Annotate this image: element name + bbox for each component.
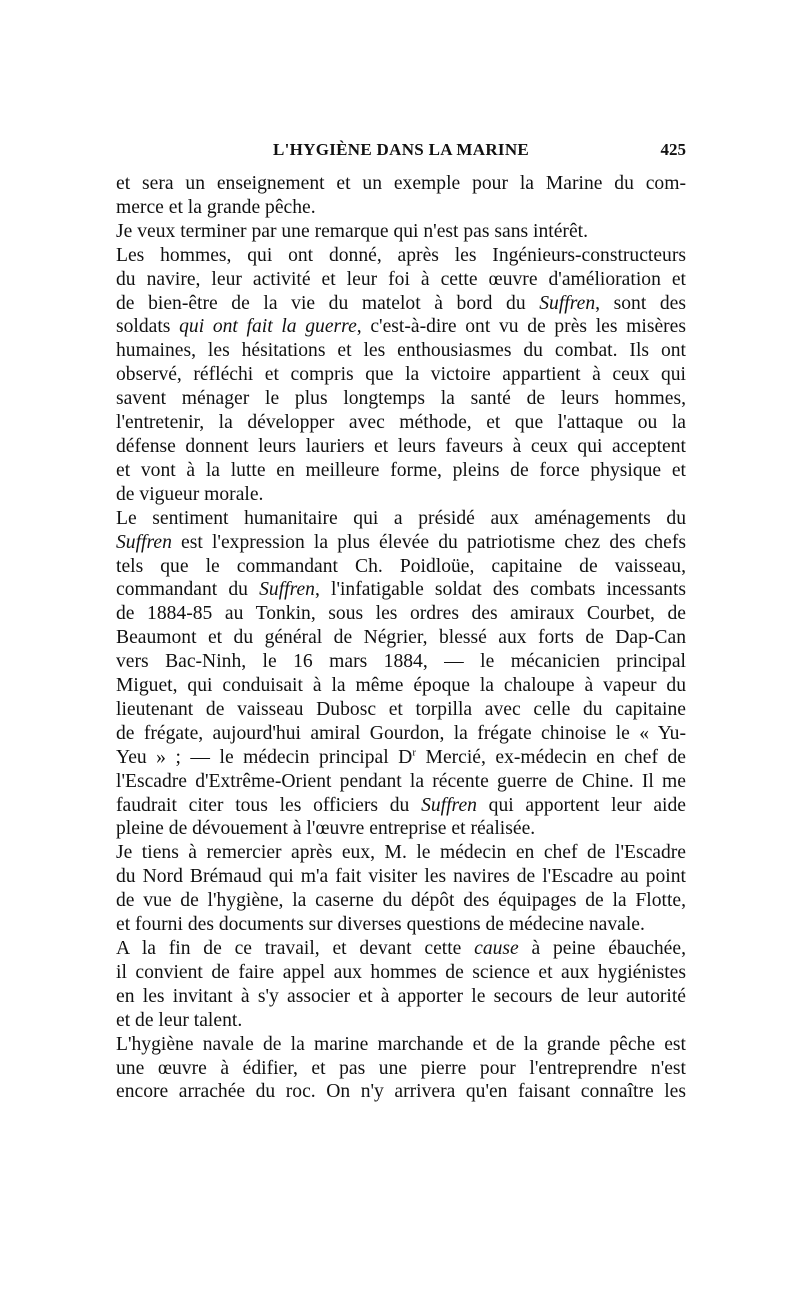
emphasis: qui ont fait la guerre: [179, 316, 357, 338]
text-line: humaines, les hésitations et les enthousiasmes du combat. Ils ont: [116, 340, 686, 362]
ship-name: Suffren: [421, 794, 477, 816]
text-line: en les invitant à s'y associer et à apporter le secours de leur autorité: [116, 985, 686, 1007]
ship-name: Suffren: [539, 292, 596, 314]
running-header: [116, 140, 686, 164]
text-line: de vue de l'hygiène, la caserne du dépôt des équipages de la Flotte,: [116, 890, 686, 912]
text-line: soldats qui ont fait la guerre, c'est-à-dire ont vu de près les misères: [116, 316, 686, 338]
emphasis: cause: [474, 938, 519, 959]
text-line: de vigueur morale.: [116, 483, 264, 505]
text-line: Miguet, qui conduisait à la même époque la chaloupe à vapeur du: [116, 675, 686, 697]
text-line: Yeu » ; — le médecin principal $D^r$ Mercié, ex-médecin en chef de: [116, 746, 686, 768]
ship-name: Suffren: [116, 531, 172, 553]
text-line: pleine de dévouement à l'œuvre entreprise et réalisée.: [116, 818, 536, 840]
text-line: encore arrachée du roc. On n'y arrivera qu'en faisant connaître les: [116, 1081, 686, 1103]
text-line: de frégate, aujourd'hui amiral Gourdon, la frégate chinoise le « Yu-: [116, 722, 686, 744]
text-line: commandant du Suffren, l'infatigable soldat des combats incessants: [116, 579, 687, 601]
text-line: vers Bac-Ninh, le 16 mars 1884, — le mécanicien principal: [116, 651, 686, 673]
text-line: lieutenant de vaisseau Dubosc et torpilla avec celle du capitaine: [116, 698, 686, 720]
text-line: merce et la grande pêche.: [116, 196, 316, 218]
text-line: une œuvre à édifier, et pas une pierre pour l'entreprendre n'est: [116, 1057, 686, 1079]
ship-name: Suffren: [259, 579, 315, 601]
text-line: observé, réfléchi et compris que la victoire appartient à ceux qui: [116, 364, 686, 386]
text-line: de 1884-85 au Tonkin, sous les ordres des amiraux Courbet, de: [116, 603, 686, 625]
text-line: tels que le commandant Ch. Poidloüe, capitaine de vaisseau,: [116, 555, 686, 577]
body-text: [116, 172, 686, 1104]
text-line: et vont à la lutte en meilleure forme, pleins de force physique et: [116, 459, 686, 481]
text-line: de bien-être de la vie du matelot à bord du Suffren, sont des: [116, 292, 687, 314]
text-line: l'entretenir, la développer avec méthode, et que l'attaque ou la: [116, 412, 686, 434]
running-title: L'HYGIÈNE DANS LA MARINE: [272, 140, 530, 159]
text-line: savent ménager le plus longtemps la santé de leurs hommes,: [116, 388, 686, 410]
page-number: 425: [660, 140, 686, 159]
text-line: l'Escadre d'Extrême-Orient pendant la récente guerre de Chine. Il me: [116, 770, 686, 792]
text-line: faudrait citer tous les officiers du Suffren qui apportent leur aide: [116, 794, 686, 816]
text-line: et de leur talent.: [116, 1009, 243, 1031]
superscript: r: [412, 746, 417, 759]
text-line: L'hygiène navale de la marine marchande et de la grande pêche est: [116, 1033, 686, 1055]
text-line: du navire, leur activité et leur foi à cette œuvre d'amélioration et: [116, 268, 686, 290]
text-line: Le sentiment humanitaire qui a présidé aux aménagements du: [116, 507, 686, 529]
text-line: Je veux terminer par une remarque qui n'est pas sans intérêt.: [116, 220, 588, 242]
text-line: défense donnent leurs lauriers et leurs faveurs à ceux qui acceptent: [116, 435, 686, 457]
text-line: Beaumont et du général de Négrier, blessé aux forts de Dap-Can: [116, 627, 686, 649]
text-line: et sera un enseignement et un exemple pour la Marine du com-: [116, 173, 686, 194]
text-line: du Nord Brémaud qui m'a fait visiter les navires de l'Escadre au point: [116, 866, 686, 888]
text-line: A la fin de ce travail, et devant cette cause à peine ébauchée,: [116, 938, 686, 959]
text-line: Suffren est l'expression la plus élevée du patriotisme chez des chefs: [116, 531, 686, 553]
text-line: et fourni des documents sur diverses questions de médecine navale.: [116, 914, 645, 936]
text-line: Les hommes, qui ont donné, après les Ingénieurs-constructeurs: [116, 244, 686, 266]
text-line: il convient de faire appel aux hommes de science et aux hygiénistes: [116, 961, 686, 983]
text-line: Je tiens à remercier après eux, M. le médecin en chef de l'Escadre: [116, 842, 686, 864]
